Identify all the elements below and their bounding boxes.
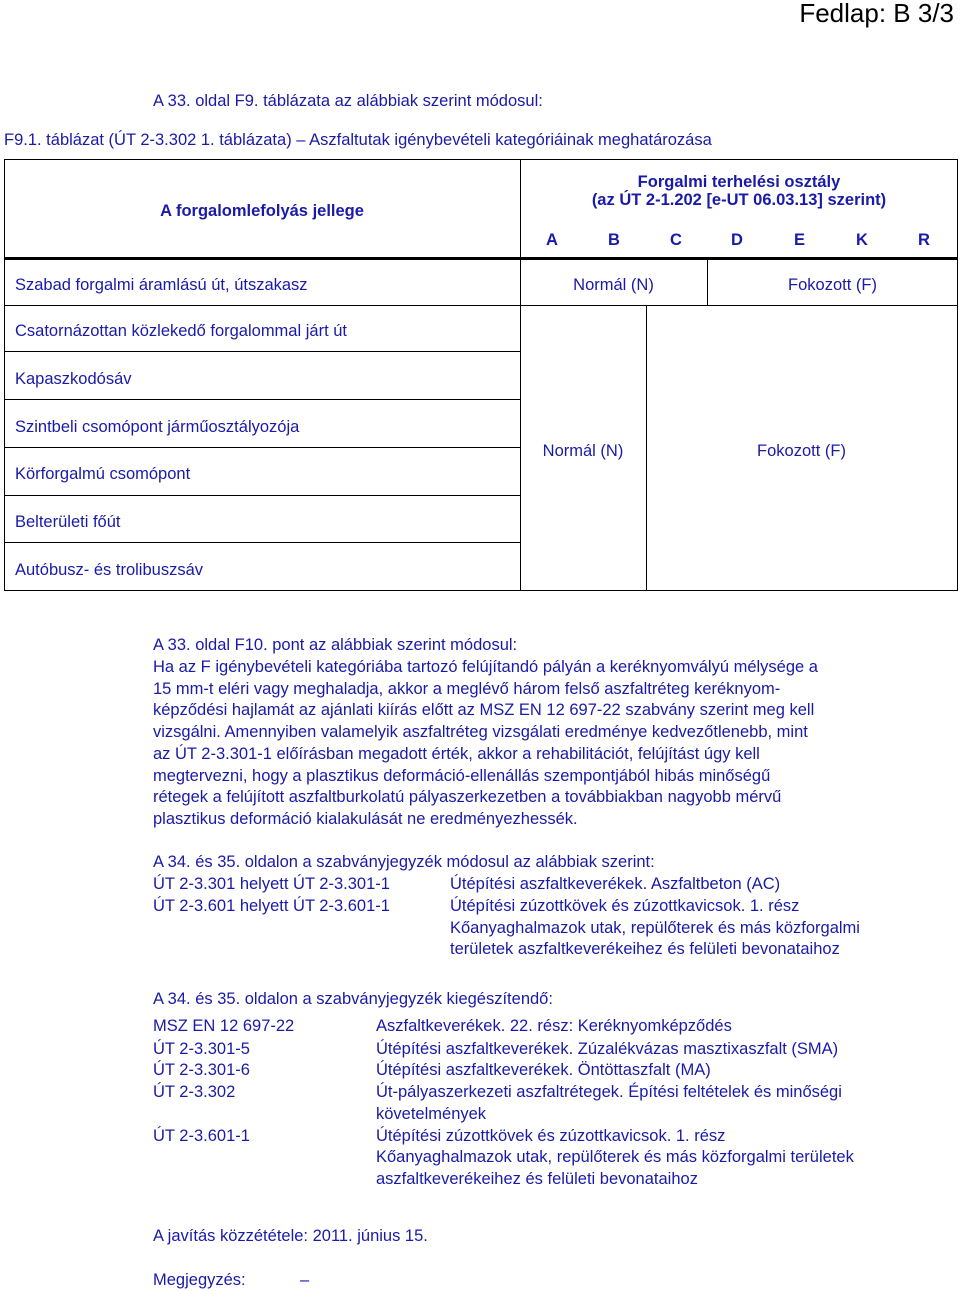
f10-line: 15 mm-t eléri vagy meghaladja, akkor a meglévő három felső aszfaltréteg keréknyom- — [153, 679, 781, 698]
publication-date: A javítás közzététele: 2011. június 15. — [153, 1227, 428, 1245]
modify-code: ÚT 2-3.601 helyett ÚT 2-3.601-1 — [153, 897, 390, 915]
supplement-heading: A 34. és 35. oldalon a szabványjegyzék kiegészítendő: — [153, 990, 553, 1008]
supplement-title: követelmények — [376, 1105, 487, 1123]
f10-line: képződési hajlamát az ajánlati kiírás előtt az MSZ EN 12 697-22 szabvány szerint meg kell — [153, 701, 815, 720]
table-divider — [4, 257, 958, 260]
f10-line: vizsgálni. Amennyiben valamelyik aszfaltréteg vizsgálati eredménye kedvezőtlenebb, mint — [153, 723, 808, 742]
table-divider — [4, 305, 958, 306]
supplement-title: Útépítési zúzottkövek és zúzottkavicsok. 1. rész — [376, 1127, 726, 1145]
row-label-bus-lane: Autóbusz- és trolibuszsáv — [15, 561, 204, 579]
category-table — [4, 159, 958, 591]
class-label-d: D — [731, 231, 743, 249]
row1-fokozott: Fokozott (F) — [788, 276, 877, 294]
row-label-urban-main-road: Belterületi főút — [15, 513, 121, 531]
row-label-climbing-lane: Kapaszkodósáv — [15, 370, 132, 388]
table-divider — [4, 447, 521, 448]
intro-text: A 33. oldal F9. táblázata az alábbiak szerint módosul: — [153, 92, 543, 110]
supplement-code: ÚT 2-3.301-6 — [153, 1061, 250, 1079]
page-label: Fedlap: B 3/3 — [799, 0, 954, 28]
column-header-load-class-ref: (az ÚT 2-1.202 [e-UT 06.03.13] szerint) — [591, 191, 887, 209]
f10-line: plasztikus deformáció kialakulását ne eredményezhessék. — [153, 809, 578, 828]
row-label-channelized: Csatornázottan közlekedő forgalommal járt út — [15, 322, 347, 340]
class-label-r: R — [918, 231, 930, 249]
supplement-title: Útépítési aszfaltkeverékek. Zúzalékvázas masztixaszfalt (SMA) — [376, 1040, 839, 1058]
table-border — [957, 159, 958, 591]
note-value: – — [300, 1271, 310, 1289]
supplement-title: Útépítési aszfaltkeverékek. Öntöttaszfalt (MA) — [376, 1061, 711, 1079]
f10-line: megtervezni, hogy a plasztikus deformáció-ellenállás szempontjából hibás minőségű — [153, 766, 771, 785]
supplement-code: ÚT 2-3.302 — [153, 1083, 236, 1101]
table-divider — [4, 495, 521, 496]
table-caption: F9.1. táblázat (ÚT 2-3.302 1. táblázata) – Aszfaltutak igénybevételi kategóriáinak meghatározása — [4, 131, 712, 149]
table-divider — [4, 351, 521, 352]
row1-normal: Normál (N) — [573, 276, 654, 294]
supplement-code: MSZ EN 12 697-22 — [153, 1017, 295, 1035]
column-header-load-class: Forgalmi terhelési osztály — [637, 173, 841, 191]
class-label-k: K — [856, 231, 868, 249]
modify-code: ÚT 2-3.301 helyett ÚT 2-3.301-1 — [153, 875, 390, 893]
supplement-code: ÚT 2-3.301-5 — [153, 1040, 250, 1058]
modify-title: Útépítési zúzottkövek és zúzottkavicsok. 1. rész — [450, 897, 800, 915]
modify-title: Kőanyaghalmazok utak, repülőterek és más közforgalmi — [450, 919, 860, 937]
supplement-title: Kőanyaghalmazok utak, repülőterek és más közforgalmi területek — [376, 1148, 854, 1166]
modify-title: Útépítési aszfaltkeverékek. Aszfaltbeton (AC) — [450, 875, 781, 893]
row-label-junction: Szintbeli csomópont járműosztályozója — [15, 418, 300, 436]
f10-line: Ha az F igénybevételi kategóriába tartozó felújítandó pályán a keréknyomvályú mélysége a — [153, 658, 818, 676]
supplement-title: Aszfaltkeverékek. 22. rész: Keréknyomképződés — [376, 1017, 732, 1035]
supplement-title: Út-pályaszerkezeti aszfaltrétegek. Építési feltételek és minőségi — [376, 1083, 842, 1101]
table-border — [4, 159, 5, 591]
table-border — [4, 159, 958, 160]
modify-title: területek aszfaltkeverékeihez és felületi bevonataihoz — [450, 940, 840, 958]
row-label-roundabout: Körforgalmú csomópont — [15, 465, 191, 483]
table-divider — [4, 542, 521, 543]
f10-heading: A 33. oldal F10. pont az alábbiak szerint módosul: — [153, 636, 518, 654]
class-label-b: B — [608, 231, 620, 249]
note-label: Megjegyzés: — [153, 1271, 246, 1289]
table-border — [4, 590, 958, 591]
class-label-c: C — [670, 231, 682, 249]
supplement-code: ÚT 2-3.601-1 — [153, 1127, 250, 1145]
f10-line: az ÚT 2-3.301-1 előírásban megadott érték, akkor a rehabilitációt, felújítást úgy kell — [153, 744, 760, 763]
supplement-title: aszfaltkeverékeihez és felületi bevonataihoz — [376, 1170, 698, 1188]
group-normal: Normál (N) — [542, 442, 624, 460]
column-header-traffic: A forgalomlefolyás jellege — [160, 202, 364, 220]
table-divider — [4, 399, 521, 400]
row-label-free-flow: Szabad forgalmi áramlású út, útszakasz — [15, 276, 308, 294]
class-label-e: E — [794, 231, 806, 249]
f10-paragraph — [153, 657, 923, 831]
class-label-a: A — [546, 231, 558, 249]
modify-heading: A 34. és 35. oldalon a szabványjegyzék módosul az alábbiak szerint: — [153, 853, 655, 871]
f10-line: rétegek a felújított aszfaltburkolatú pályaszerkezetben a továbbiakban nagyobb mérvű — [153, 788, 782, 807]
group-fokozott: Fokozott (F) — [757, 442, 846, 460]
